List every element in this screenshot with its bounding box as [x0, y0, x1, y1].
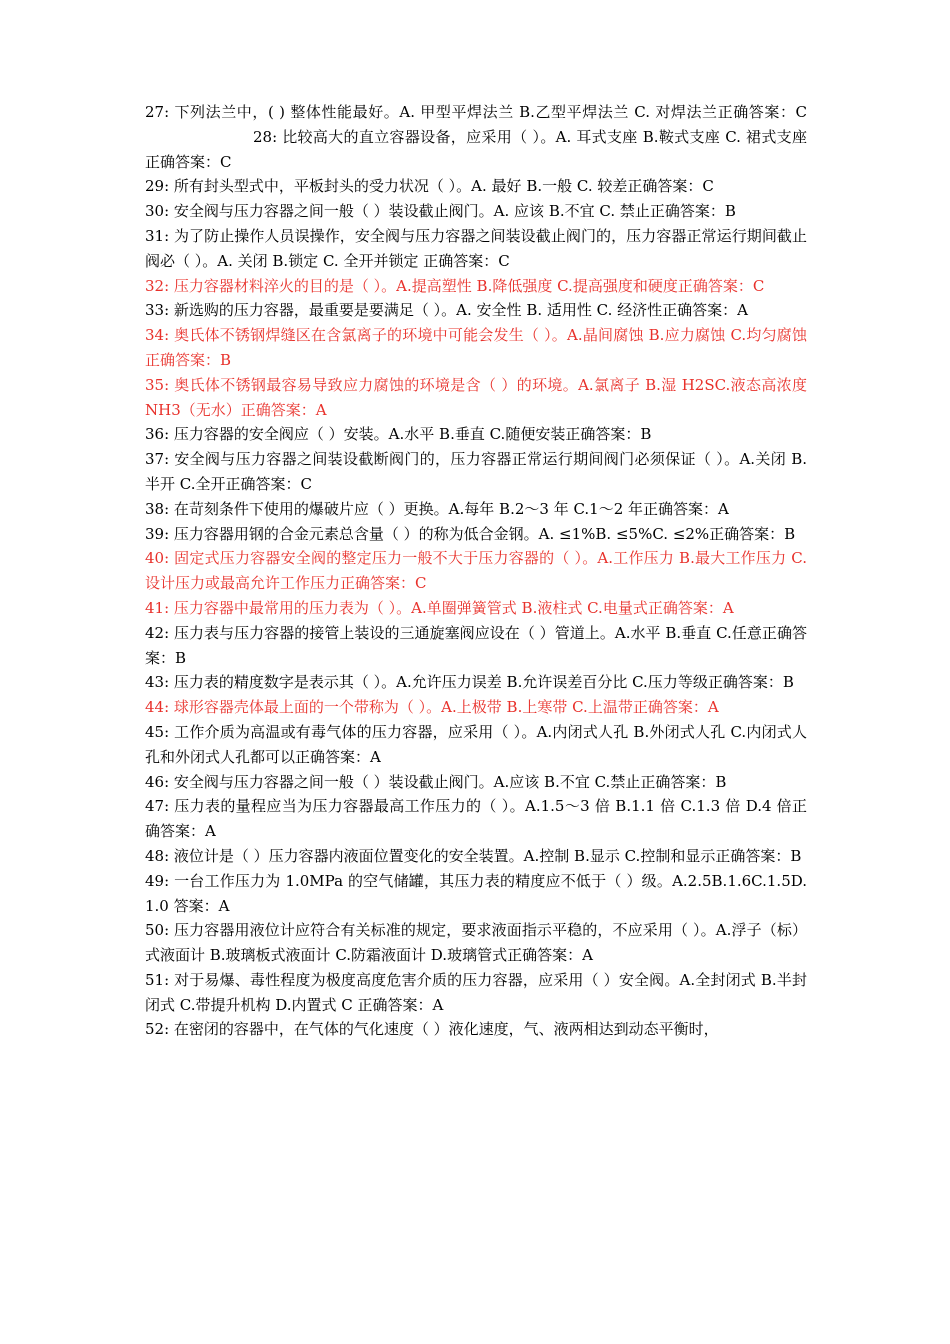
question-43: 43: 压力表的精度数字是表示其（ ）。A.允许压力误差 B.允许误差百分比 C.压力等级正确答案：B [145, 673, 794, 692]
question-29: 29: 所有封头型式中，平板封头的受力状况（ ）。A. 最好 B.一般 C. 较差正确答案：C [145, 177, 714, 196]
question-40: 40: 固定式压力容器安全阀的整定压力一般不大于压力容器的（ ）。A.工作压力 B.最大工作压力 C.设计压力或最高允许工作压力正确答案：C [145, 549, 807, 593]
question-34: 34: 奥氏体不锈钢焊缝区在含氯离子的环境中可能会发生（ ）。A.晶间腐蚀 B.应力腐蚀 C.均匀腐蚀正确答案：B [145, 326, 807, 369]
question-33: 33: 新选购的压力容器，最重要是要满足（ ）。A. 安全性 B. 适用性 C. 经济性正确答案：A [145, 301, 748, 320]
question-50: 50: 压力容器用液位计应符合有关标准的规定，要求液面指示平稳的，不应采用（ ）。A.浮子（标）式液面计 B.玻璃板式液面计 C.防霜液面计 D.玻璃管式正确答案：A [145, 921, 807, 965]
question-46: 46: 安全阀与压力容器之间一般（ ）装设截止阀门。A.应该 B.不宜 C.禁止正确答案：B [145, 772, 727, 791]
question-37: 37: 安全阀与压力容器之间装设截断阀门的，压力容器正常运行期间阀门必须保证（ ）。A.关闭 B.半开 C.全开正确答案：C [145, 450, 807, 493]
question-42: 42: 压力表与压力容器的接管上装设的三通旋塞阀应设在（ ）管道上。A.水平 B.垂直 C.任意正确答案：B [145, 623, 807, 667]
question-27: 27: 下列法兰中，( ) 整体性能最好。A. 甲型平焊法兰 B.乙型平焊法兰 C. 对焊法兰正确答案：C [145, 103, 807, 121]
question-28: 28: 比较高大的直立容器设备，应采用（ ）。A. 耳式支座 B.鞍式支座 C. 裙式支座正确答案：C [145, 127, 807, 171]
question-51: 51: 对于易爆、毒性程度为极度高度危害介质的压力容器，应采用（ ）安全阀。A.全封闭式 B.半封闭式 C.带提升机构 D.内置式 C 正确答案：A [145, 970, 807, 1014]
question-35: 35: 奥氏体不锈钢最容易导致应力腐蚀的环境是含（ ）的环境。A.氯离子 B.湿 H2SC.液态高浓度 NH3（无水）正确答案：A [145, 375, 807, 419]
question-list [145, 100, 807, 1042]
question-48: 48: 液位计是（ ）压力容器内液面位置变化的安全装置。A.控制 B.显示 C.控制和显示正确答案：B [145, 846, 802, 865]
question-31: 31: 为了防止操作人员误操作，安全阀与压力容器之间装设截止阀门的，压力容器正常运行期间截止阀必（ ）。A. 关闭 B.锁定 C. 全开并锁定 正确答案：C [145, 226, 807, 270]
question-32: 32: 压力容器材料淬火的目的是（ ）。A.提高塑性 B.降低强度 C.提高强度和硬度正确答案：C [145, 276, 765, 295]
question-38: 38: 在苛刻条件下使用的爆破片应（ ）更换。A.每年 B.2～3 年 C.1～2 年正确答案：A [145, 499, 729, 518]
question-41: 41: 压力容器中最常用的压力表为（ ）。A.单圈弹簧管式 B.液柱式 C.电量式正确答案：A [145, 598, 734, 617]
question-45: 45: 工作介质为高温或有毒气体的压力容器，应采用（ ）。A.内闭式人孔 B.外闭式人孔 C.内闭式人孔和外闭式人孔都可以正确答案：A [145, 722, 807, 766]
question-39: 39: 压力容器用钢的合金元素总含量（ ）的称为低合金钢。A. ≤1%B. ≤5%C. ≤2%正确答案：B [145, 524, 796, 543]
question-47: 47: 压力表的量程应当为压力容器最高工作压力的（ ）。A.1.5～3 倍 B.1.1 倍 C.1.3 倍 D.4 倍正确答案：A [145, 797, 807, 841]
question-27-28 [145, 100, 807, 174]
question-49: 49: 一台工作压力为 1.0MPa 的空气储罐，其压力表的精度应不低于（ ）级。A.2.5B.1.6C.1.5D.1.0 答案：A [145, 871, 807, 915]
question-30: 30: 安全阀与压力容器之间一般（ ）装设截止阀门。A. 应该 B.不宜 C. 禁止正确答案：B [145, 202, 736, 221]
question-44: 44: 球形容器壳体最上面的一个带称为（ ）。A.上极带 B.上寒带 C.上温带正确答案：A [145, 698, 719, 717]
question-36: 36: 压力容器的安全阀应（ ）安装。A.水平 B.垂直 C.随便安装正确答案：B [145, 425, 652, 444]
question-52: 52: 在密闭的容器中，在气体的气化速度（ ）液化速度，气、液两相达到动态平衡时， [145, 1020, 719, 1039]
